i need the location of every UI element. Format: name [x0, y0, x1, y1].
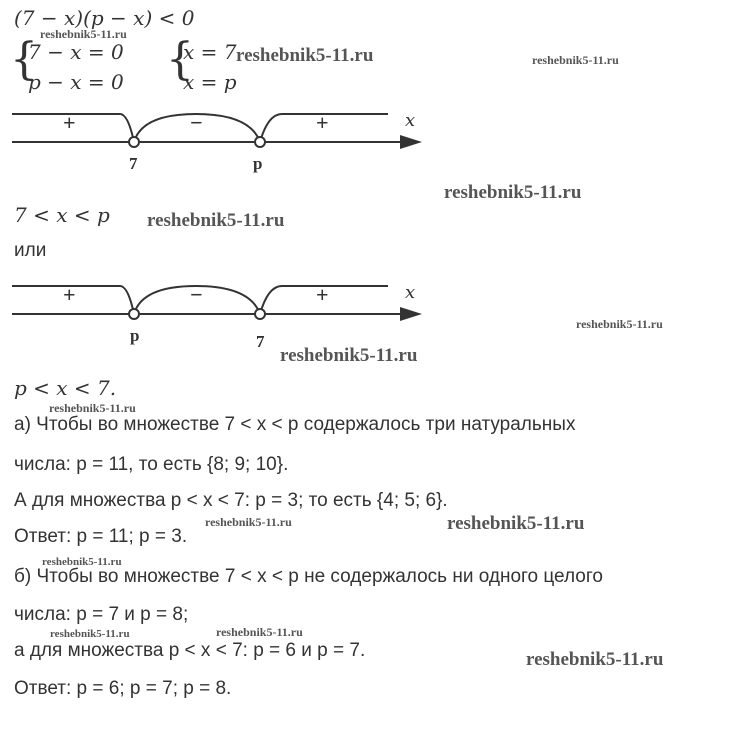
axis1-point-1: [127, 135, 141, 149]
axis2-sign-3: +: [316, 282, 329, 307]
watermark: reshebnik5-11.ru: [280, 345, 418, 366]
watermark: reshebnik5-11.ru: [526, 649, 664, 670]
part-b-answer: Ответ: p = 6; p = 7; p = 8.: [14, 678, 232, 699]
system1-eq2: p − x = 0: [28, 70, 124, 94]
axis1-sign-3: +: [316, 110, 329, 135]
watermark: reshebnik5-11.ru: [236, 45, 374, 66]
watermark: reshebnik5-11.ru: [216, 625, 303, 639]
or-label: или: [14, 240, 47, 261]
axis1-point-label-2: p: [253, 154, 263, 173]
part-a-line-1: а) Чтобы во множестве 7 < x < p содержалось три натуральных: [14, 414, 576, 435]
axis1-point-2: [253, 135, 267, 149]
axis1-sign-2: −: [190, 110, 203, 135]
axis2-var-label: x: [405, 282, 416, 303]
watermark: reshebnik5-11.ru: [42, 556, 122, 568]
watermark: reshebnik5-11.ru: [447, 513, 585, 534]
system-brace-1: {: [10, 34, 38, 85]
watermark: reshebnik5-11.ru: [40, 27, 127, 41]
result-2: p < x < 7.: [14, 376, 117, 400]
part-a-answer: Ответ: p = 11; p = 3.: [14, 526, 188, 547]
part-a-line-3: А для множества p < x < 7: p = 3; то есть {4; 5; 6}.: [14, 490, 448, 511]
system2-eq2: x = p: [183, 70, 237, 94]
axis1-var-label: x: [405, 110, 416, 131]
axis2-sign-2: −: [190, 282, 203, 307]
system1-eq1: 7 − x = 0: [28, 40, 124, 64]
axis1-point-label-1: 7: [129, 154, 138, 173]
result-1: 7 < x < p: [14, 203, 110, 227]
axis1-sign-1: +: [63, 110, 76, 135]
part-a-line-2: числа: p = 11, то есть {8; 9; 10}.: [14, 454, 289, 475]
system2-eq1: x = 7: [183, 40, 237, 64]
part-b-line-1: б) Чтобы во множестве 7 < x < p не содержалось ни одного целого: [14, 566, 603, 587]
watermark: reshebnik5-11.ru: [205, 515, 292, 529]
axis2-sign-1: +: [63, 282, 76, 307]
watermark: reshebnik5-11.ru: [50, 628, 130, 640]
axis2-point-1: [127, 307, 141, 321]
axis2-point-2: [253, 307, 267, 321]
watermark: reshebnik5-11.ru: [532, 53, 619, 67]
part-b-line-2: числа: p = 7 и p = 8;: [14, 604, 189, 625]
watermark: reshebnik5-11.ru: [576, 317, 663, 331]
axis2-point-label-1: p: [130, 326, 140, 345]
axis2-point-label-2: 7: [256, 332, 265, 351]
system-brace-2: {: [166, 34, 194, 85]
watermark: reshebnik5-11.ru: [147, 210, 285, 231]
inequality: (7 − x)(p − x) < 0: [14, 6, 195, 30]
watermark: reshebnik5-11.ru: [49, 401, 136, 415]
part-b-line-3: а для множества p < x < 7: p = 6 и p = 7.: [14, 640, 366, 661]
watermark: reshebnik5-11.ru: [444, 182, 582, 203]
